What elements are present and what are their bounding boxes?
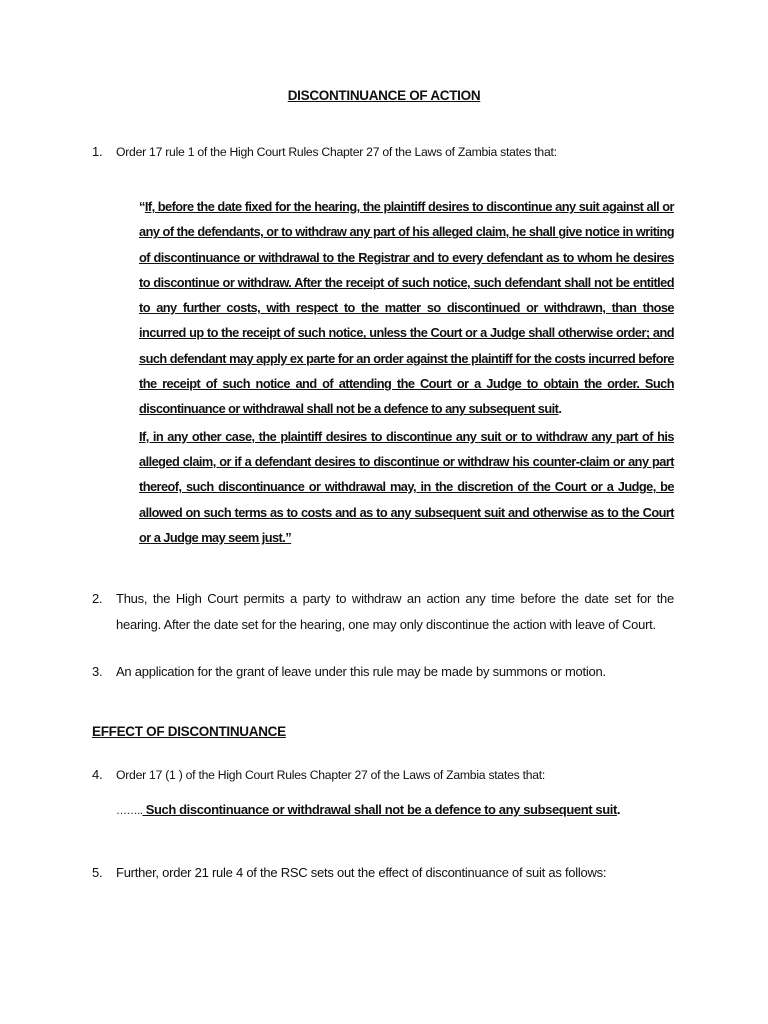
open-quote-mark: “ <box>139 199 145 214</box>
quoted-excerpt <box>116 802 620 817</box>
excerpt-text: Such discontinuance or withdrawal shall not be a defence to any subsequent suit <box>142 802 617 817</box>
list-item-4 <box>92 762 674 788</box>
item-text: An application for the grant of leave under this rule may be made by summons or motion. <box>116 664 606 679</box>
quote-paragraph-1-end: . <box>558 401 562 417</box>
list-item-2 <box>92 586 674 638</box>
item-number: 3. <box>92 664 103 679</box>
quote-paragraph-1 <box>139 194 674 422</box>
quote-paragraph-1-text: If, before the date fixed for the hearing, the plaintiff desires to discontinue any suit against all or any of the defendants, or to withdraw any part of his alleged claim, he shall give notice in writing of discontinuance or withdrawal to the Registrar and to every defendant as to whom he desires to discontinue or withdraw. After the receipt of such notice, such defendant shall not be entitled to any further costs, with respect to the matter so discontinued or withdrawn, than those incurred up to the receipt of such notice, unless the Court or a Judge shall otherwise order; and such defendant may apply ex parte for an order against the plaintiff for the costs incurred before the receipt of such notice and of attending the Court or a Judge to obtain the order. Such discontinuance or withdrawal shall not be a defence to any subsequent suit <box>139 199 674 417</box>
quote-paragraph-2-text: If, in any other case, the plaintiff desires to discontinue any suit or to withdraw any part of his alleged claim, or if a defendant desires to discontinue or withdraw his counter-claim or any part thereof, such discontinuance or withdrawal may, in the discretion of the Court or a Judge, be allowed on such terms as to costs and as to any subsequent suit and otherwise as to the Court or a Judge may seem just.” <box>139 428 674 545</box>
item-number: 2. <box>92 591 103 606</box>
quote-paragraph-2 <box>139 424 674 550</box>
item-text: Order 17 (1 ) of the High Court Rules Chapter 27 of the Laws of Zambia states that: <box>116 768 546 782</box>
item-text: Thus, the High Court permits a party to withdraw an action any time before the date set for the hearing. After the date set for the hearing, one may only discontinue the action with leave of Court. <box>116 591 674 632</box>
item-number: 5. <box>92 865 103 880</box>
section-heading: EFFECT OF DISCONTINUANCE <box>92 724 286 739</box>
block-quote <box>139 194 674 550</box>
item-text: Order 17 rule 1 of the High Court Rules Chapter 27 of the Laws of Zambia states that: <box>116 145 557 159</box>
excerpt-end: . <box>616 802 621 817</box>
list-item-3 <box>92 659 674 685</box>
list-item-1 <box>92 139 674 165</box>
item-text: Further, order 21 rule 4 of the RSC sets out the effect of discontinuance of suit as follows: <box>116 865 607 880</box>
item-number: 1. <box>92 144 103 159</box>
document-title: DISCONTINUANCE OF ACTION <box>287 88 481 103</box>
item-number: 4. <box>92 767 103 782</box>
ellipsis: …….. <box>116 805 143 817</box>
list-item-5 <box>92 860 674 886</box>
